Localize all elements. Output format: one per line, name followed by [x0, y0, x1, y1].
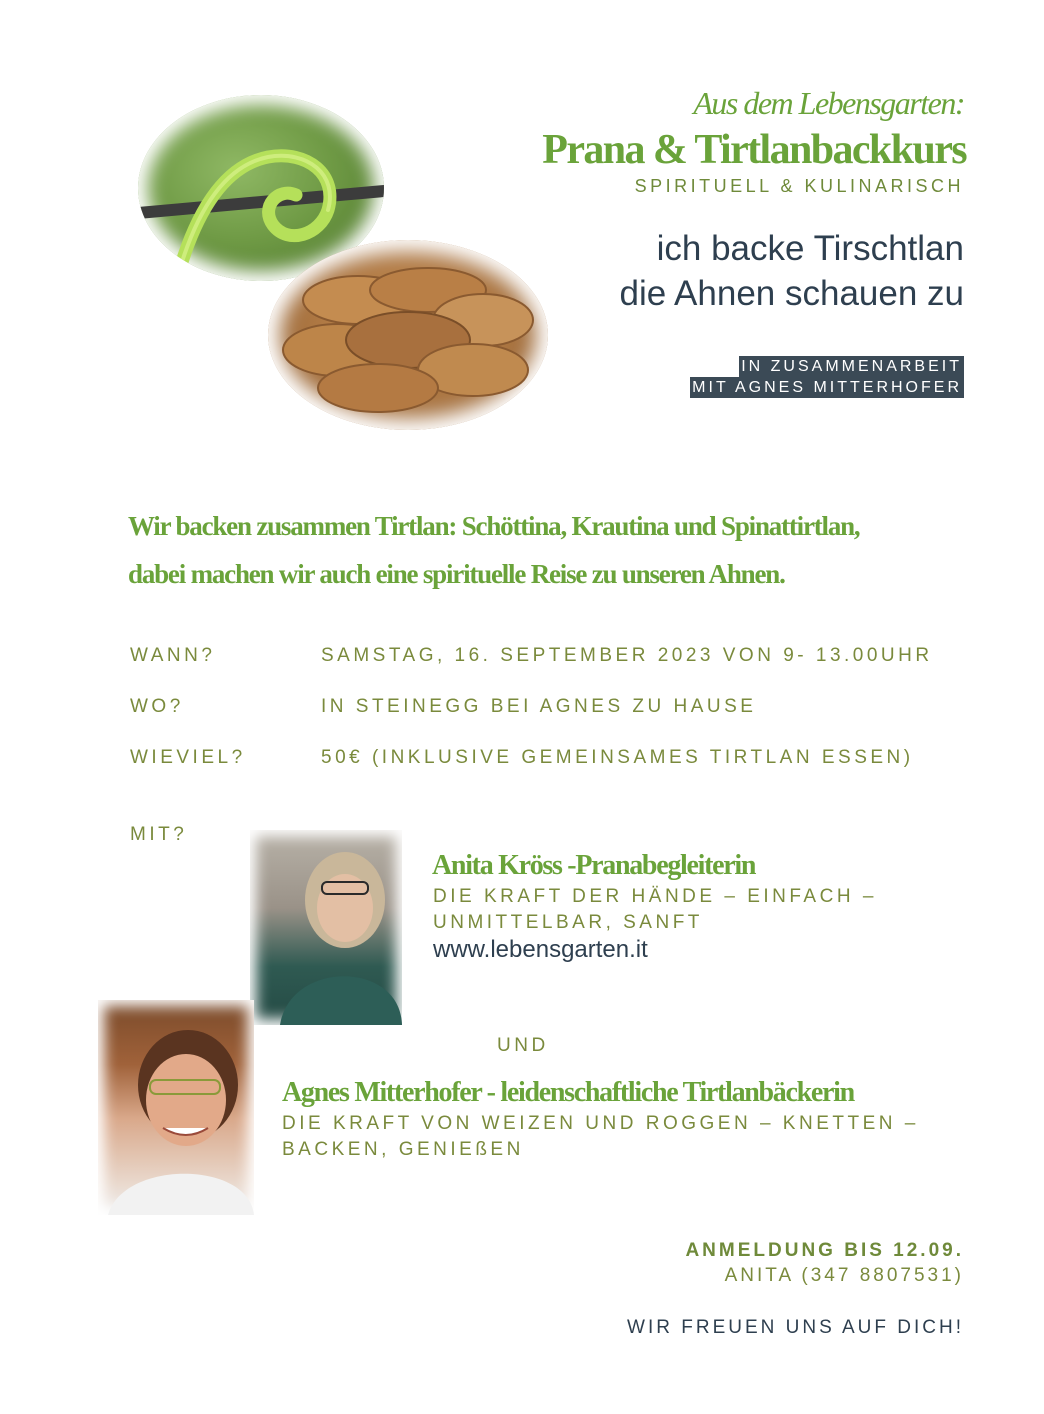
anita-name: Anita Kröss -Pranabegleiterin — [432, 850, 756, 881]
agnes-photo — [98, 1000, 254, 1215]
registration-deadline: ANMELDUNG BIS 12.09. — [685, 1240, 964, 1261]
tirtlan-photo — [268, 240, 548, 430]
agnes-portrait — [98, 1000, 254, 1215]
anita-photo — [250, 830, 402, 1025]
anita-portrait — [250, 830, 402, 1025]
intro-line-2: dabei machen wir auch eine spirituelle Reise zu unseren Ahnen. — [128, 559, 785, 589]
collab-line-1: IN ZUSAMMENARBEIT — [741, 358, 962, 375]
agnes-desc-line-2: BACKEN, GENIEßEN — [282, 1139, 524, 1160]
und-label: UND — [497, 1035, 549, 1056]
pretitle: Aus dem Lebensgarten: — [693, 85, 964, 121]
contact-phone: ANITA (347 8807531) — [724, 1265, 964, 1286]
tagline — [620, 226, 964, 316]
detail-value-wann: SAMSTAG, 16. SEPTEMBER 2023 VON 9- 13.00UHR — [321, 645, 933, 666]
agnes-desc-line-1: DIE KRAFT VON WEIZEN UND ROGGEN – KNETTEN – — [282, 1113, 919, 1134]
agnes-description — [282, 1111, 919, 1163]
detail-label-wann: WANN? — [130, 645, 216, 666]
page-title: Prana & Tirtlanbackkurs — [542, 127, 966, 173]
anita-desc-line-1: DIE KRAFT DER HÄNDE – EINFACH – — [433, 886, 877, 907]
tagline-line-2: die Ahnen schauen zu — [619, 274, 964, 313]
subtitle: SPIRITUELL & KULINARISCH — [634, 176, 964, 196]
tagline-line-1: ich backe Tirschtlan — [656, 229, 964, 268]
agnes-name: Agnes Mitterhofer - leidenschaftliche Tirtlanbäckerin — [282, 1077, 854, 1108]
detail-label-wieviel: WIEVIEL? — [130, 747, 246, 768]
anita-description — [433, 884, 877, 936]
intro-line-1: Wir backen zusammen Tirtlan: Schöttina, Krautina und Spinattirtlan, — [128, 511, 860, 541]
detail-value-wo: IN STEINEGG BEI AGNES ZU HAUSE — [321, 696, 757, 717]
collab-line-2: MIT AGNES MITTERHOFER — [692, 379, 962, 396]
collaboration-badge — [690, 356, 964, 398]
anita-desc-line-2: UNMITTELBAR, SANFT — [433, 912, 703, 933]
closing-text: WIR FREUEN UNS AUF DICH! — [627, 1317, 964, 1338]
website-link[interactable]: www.lebensgarten.it — [433, 936, 648, 963]
tirtlan-illustration — [268, 240, 548, 430]
detail-value-wieviel: 50€ (INKLUSIVE GEMEINSAMES TIRTLAN ESSEN) — [321, 747, 914, 768]
intro-text — [128, 502, 948, 598]
detail-label-wo: WO? — [130, 696, 184, 717]
mit-label: MIT? — [130, 824, 188, 845]
